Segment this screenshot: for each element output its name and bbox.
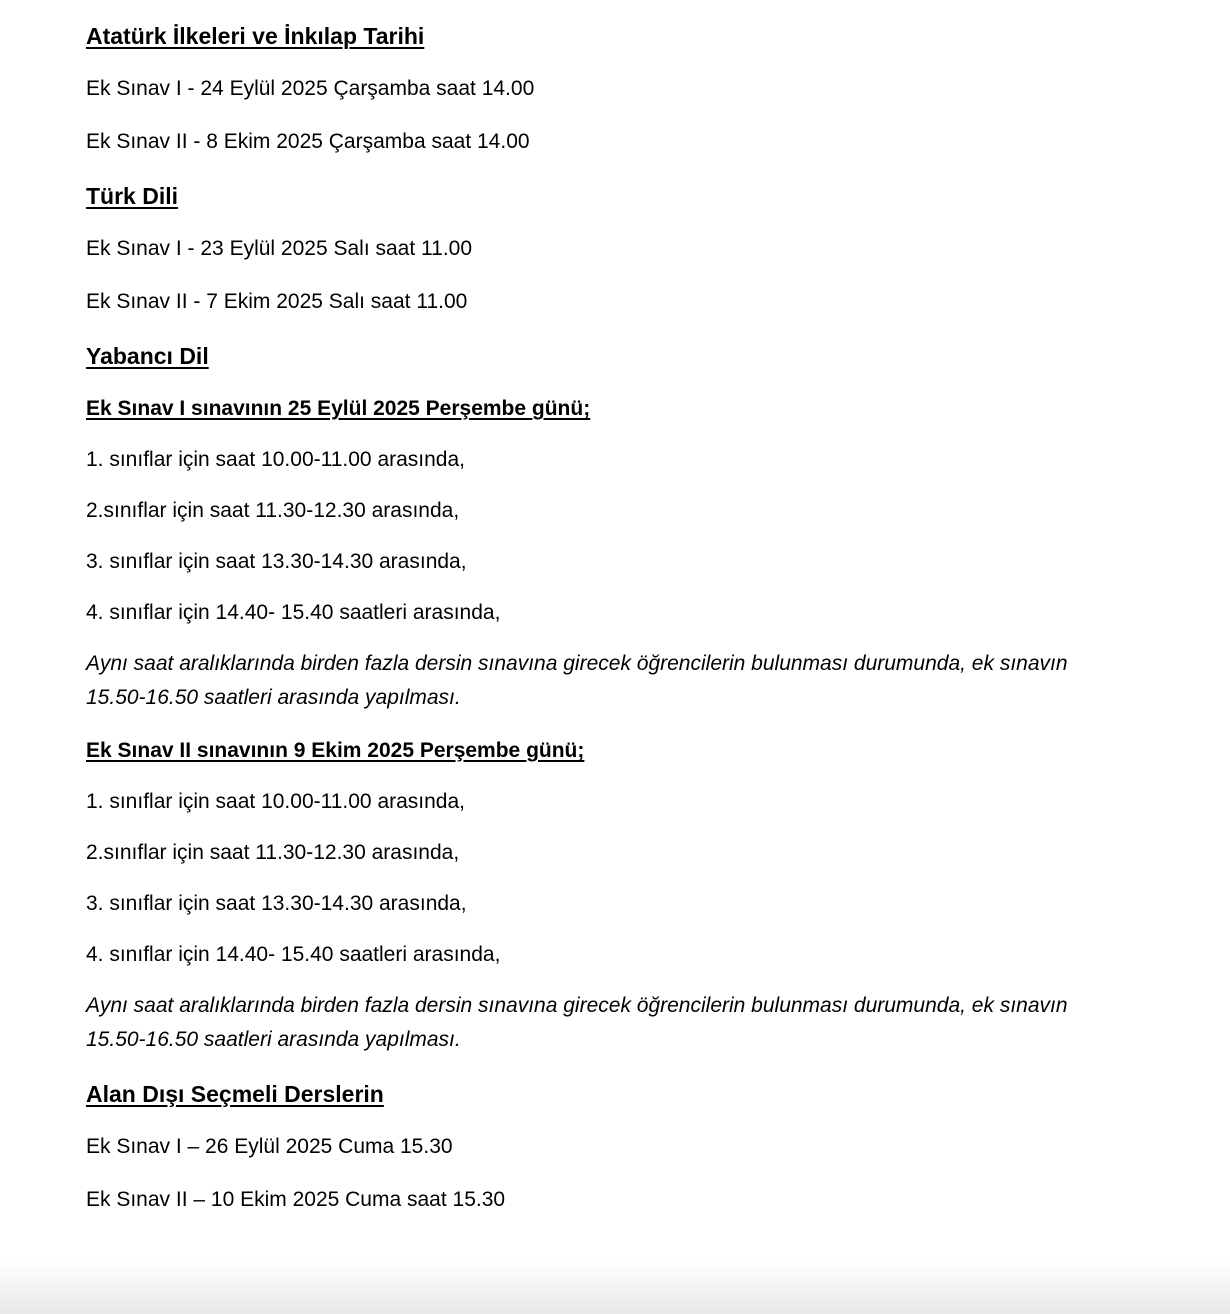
section-title-alan-disi: Alan Dışı Seçmeli Derslerin (86, 1081, 384, 1107)
class-schedule-line: 1. sınıflar için saat 10.00-11.00 arasında, (86, 790, 466, 813)
exam-line: Ek Sınav II - 8 Ekim 2025 Çarşamba saat 14.00 (86, 130, 530, 153)
class-schedule-line: 2.sınıflar için saat 11.30-12.30 arasında, (86, 499, 460, 522)
section-title-yabanci-dil: Yabancı Dil (86, 343, 209, 369)
exam-line: Ek Sınav II - 7 Ekim 2025 Salı saat 11.00 (86, 290, 468, 313)
exam-line: Ek Sınav I - 23 Eylül 2025 Salı saat 11.00 (86, 237, 473, 260)
class-schedule-line: 3. sınıflar için saat 13.30-14.30 arasında, (86, 550, 467, 573)
italic-note: Aynı saat aralıklarında birden fazla dersin sınavına girecek öğrencilerin bulunması durumunda, ek sınavın 15.50-16.50 saatleri arasında yapılması. (86, 652, 1068, 709)
class-schedule-line: 2.sınıflar için saat 11.30-12.30 arasında, (86, 841, 460, 864)
italic-note: Aynı saat aralıklarında birden fazla dersin sınavına girecek öğrencilerin bulunması durumunda, ek sınavın 15.50-16.50 saatleri arasında yapılması. (86, 994, 1068, 1051)
document-content (86, 18, 1146, 1217)
class-schedule-line: 1. sınıflar için saat 10.00-11.00 arasında, (86, 448, 466, 471)
class-schedule-line: 3. sınıflar için saat 13.30-14.30 arasında, (86, 892, 467, 915)
section-title-ataturk: Atatürk İlkeleri ve İnkılap Tarihi (86, 23, 425, 49)
subsection-title-ek-sinav-2: Ek Sınav II sınavının 9 Ekim 2025 Perşembe günü; (86, 739, 585, 762)
class-schedule-line: 4. sınıflar için 14.40- 15.40 saatleri arasında, (86, 943, 501, 966)
exam-line: Ek Sınav II – 10 Ekim 2025 Cuma saat 15.30 (86, 1188, 506, 1211)
class-schedule-line: 4. sınıflar için 14.40- 15.40 saatleri arasında, (86, 601, 501, 624)
exam-line: Ek Sınav I - 24 Eylül 2025 Çarşamba saat 14.00 (86, 77, 535, 100)
subsection-title-ek-sinav-1: Ek Sınav I sınavının 25 Eylül 2025 Perşembe günü; (86, 397, 591, 420)
page-bottom-shadow (0, 1260, 1230, 1314)
section-title-turk-dili: Türk Dili (86, 183, 179, 209)
exam-line: Ek Sınav I – 26 Eylül 2025 Cuma 15.30 (86, 1135, 453, 1158)
